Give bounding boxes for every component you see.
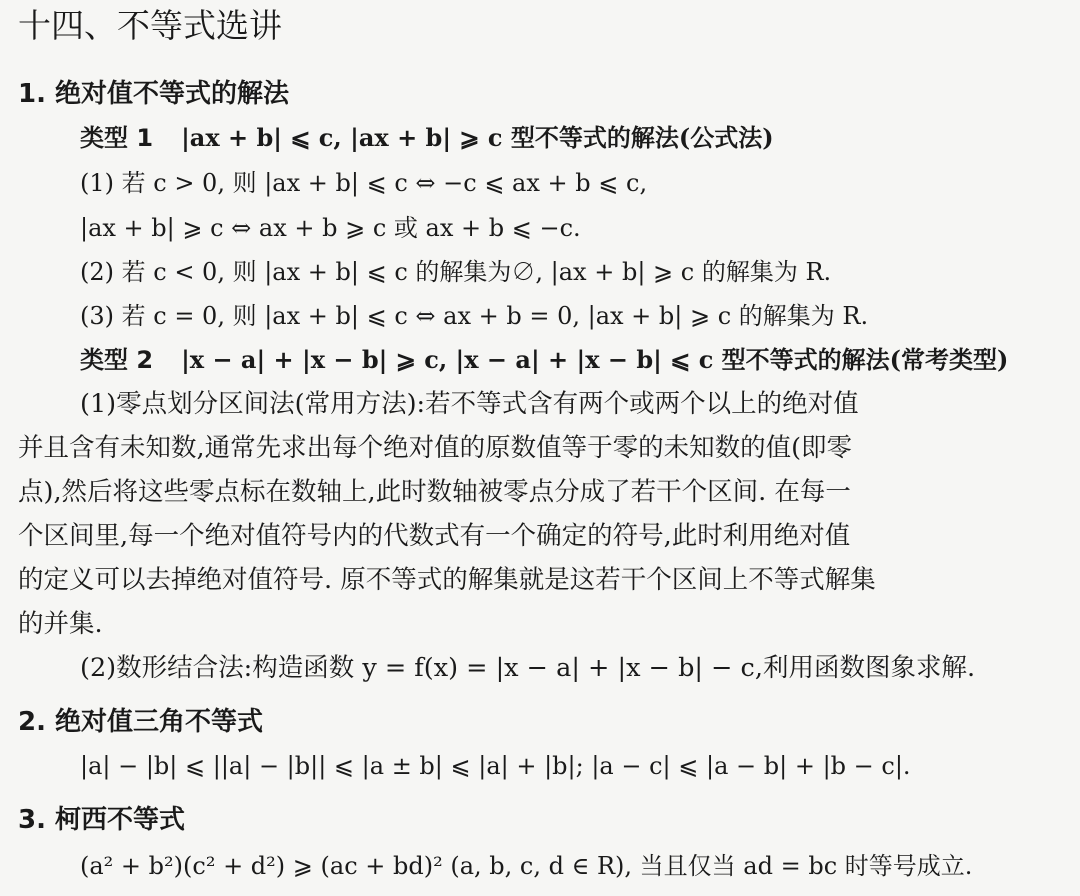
type-2-para-1-line-6: 的并集.	[18, 609, 103, 639]
section-1-heading: 1. 绝对值不等式的解法	[18, 79, 290, 109]
section-2-heading: 2. 绝对值三角不等式	[18, 707, 264, 737]
section-3-formula: (a² + b²)(c² + d²) ⩾ (ac + bd)² (a, b, c, d ∈ R), 当且仅当 ad = bc 时等号成立.	[80, 852, 973, 880]
section-3-heading: 3. 柯西不等式	[18, 805, 186, 835]
type-1-line-3: (2) 若 c < 0, 则 |ax + b| ⩽ c 的解集为∅, |ax + b| ⩾ c 的解集为 R.	[80, 258, 832, 286]
type-1-line-2: |ax + b| ⩾ c ⇔ ax + b ⩾ c 或 ax + b ⩽ −c.	[80, 214, 581, 242]
type-2-title: |x − a| + |x − b| ⩾ c, |x − a| + |x − b| ⩽ c 型不等式的解法(常考类型)	[181, 345, 1009, 374]
type-2-para-1-line-1: (1)零点划分区间法(常用方法):若不等式含有两个或两个以上的绝对值	[80, 389, 859, 419]
type-1-line-1: (1) 若 c > 0, 则 |ax + b| ⩽ c ⇔ −c ⩽ ax + b ⩽ c,	[80, 169, 648, 197]
type-1-title: |ax + b| ⩽ c, |ax + b| ⩾ c 型不等式的解法(公式法)	[181, 123, 774, 152]
type-2-para-1-line-5: 的定义可以去掉绝对值符号. 原不等式的解集就是这若干个区间上不等式解集	[18, 565, 876, 595]
type-2-para-2: (2)数形结合法:构造函数 y = f(x) = |x − a| + |x − b| − c,利用函数图象求解.	[80, 653, 976, 683]
page-title: 十四、不等式选讲	[18, 6, 282, 45]
type-2-para-1-line-3: 点),然后将这些零点标在数轴上,此时数轴被零点分成了若干个区间. 在每一	[18, 477, 851, 507]
section-2-formula: |a| − |b| ⩽ ||a| − |b|| ⩽ |a ± b| ⩽ |a| + |b|; |a − c| ⩽ |a − b| + |b − c|.	[80, 752, 911, 780]
type-2-label: 类型 2	[80, 346, 154, 374]
type-1-label: 类型 1	[80, 124, 154, 152]
type-2-para-1-line-4: 个区间里,每一个绝对值符号内的代数式有一个确定的符号,此时利用绝对值	[18, 521, 851, 551]
type-1-line-4: (3) 若 c = 0, 则 |ax + b| ⩽ c ⇔ ax + b = 0, |ax + b| ⩾ c 的解集为 R.	[80, 302, 869, 330]
type-2-para-1-line-2: 并且含有未知数,通常先求出每个绝对值的原数值等于零的未知数的值(即零	[18, 433, 853, 463]
type-2-heading	[80, 340, 1008, 380]
type-1-heading	[80, 118, 774, 158]
